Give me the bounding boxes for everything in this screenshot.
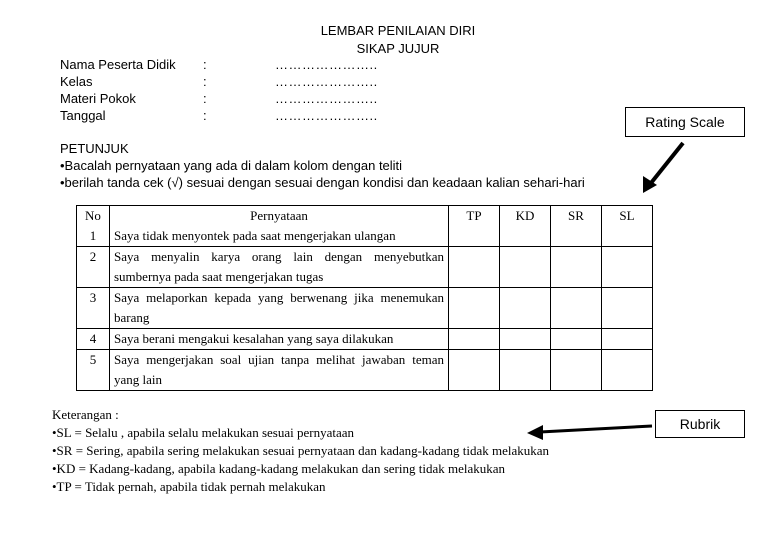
legend-item: •SL = Selalu , apabila selalu melakukan sesuai pernyataan (52, 425, 354, 440)
row-number: 2 (77, 247, 110, 288)
row-statement: Saya menyalin karya orang lain dengan menyebutkan sumbernya pada saat mengerjakan tugas (110, 247, 449, 288)
identity-label: Materi Pokok (60, 91, 136, 106)
rubrik-arrow-icon (527, 425, 652, 440)
rating-scale-arrow-icon (643, 143, 683, 193)
identity-label: Nama Peserta Didik (60, 57, 176, 72)
identity-colon: : (203, 57, 207, 72)
header-kd: KD (500, 206, 551, 227)
rubrik-callout: Rubrik (655, 410, 745, 438)
title-line-2: SIKAP JUJUR (356, 41, 440, 56)
identity-label: Kelas (60, 74, 93, 89)
header-sr: SR (551, 206, 602, 227)
row-number: 4 (77, 329, 110, 350)
header-sl: SL (602, 206, 653, 227)
row-statement: Saya mengerjakan soal ujian tanpa melihat jawaban teman yang lain (110, 350, 449, 391)
identity-colon: : (203, 91, 207, 106)
identity-colon: : (203, 108, 207, 123)
header-tp: TP (449, 206, 500, 227)
title-line-1: LEMBAR PENILAIAN DIRI (320, 23, 476, 38)
legend-item: •KD = Kadang-kadang, apabila kadang-kadang melakukan dan sering tidak melakukan (52, 461, 506, 476)
identity-blank[interactable]: ………………….. (275, 57, 378, 72)
row-statement: Saya tidak menyontek pada saat mengerjakan ulangan (110, 226, 449, 247)
rating-scale-callout: Rating Scale (625, 107, 745, 137)
identity-label: Tanggal (60, 108, 106, 123)
instructions-line: •berilah tanda cek (√) sesuai dengan sesuai dengan kondisi dan keadaan kalian sehari-hari (60, 175, 585, 190)
identity-colon: : (203, 74, 207, 89)
legend-item: •SR = Sering, apabila sering melakukan sesuai pernyataan dan kadang-kadang tidak melakukan (52, 443, 550, 458)
identity-blank[interactable]: ………………….. (275, 91, 378, 106)
legend-item: •TP = Tidak pernah, apabila tidak pernah melakukan (52, 479, 326, 494)
legend-heading: Keterangan : (52, 407, 119, 422)
row-number: 5 (77, 350, 110, 391)
header-no: No (77, 206, 110, 227)
identity-blank[interactable]: ………………….. (275, 108, 378, 123)
row-statement: Saya melaporkan kepada yang berwenang jika menemukan barang (110, 288, 449, 329)
row-statement: Saya berani mengakui kesalahan yang saya dilakukan (110, 329, 449, 350)
header-statement: Pernyataan (110, 206, 449, 227)
instructions-heading: PETUNJUK (60, 141, 129, 156)
row-number: 3 (77, 288, 110, 329)
row-number: 1 (77, 226, 110, 247)
instructions-line: •Bacalah pernyataan yang ada di dalam kolom dengan teliti (60, 158, 403, 173)
identity-blank[interactable]: ………………….. (275, 74, 378, 89)
